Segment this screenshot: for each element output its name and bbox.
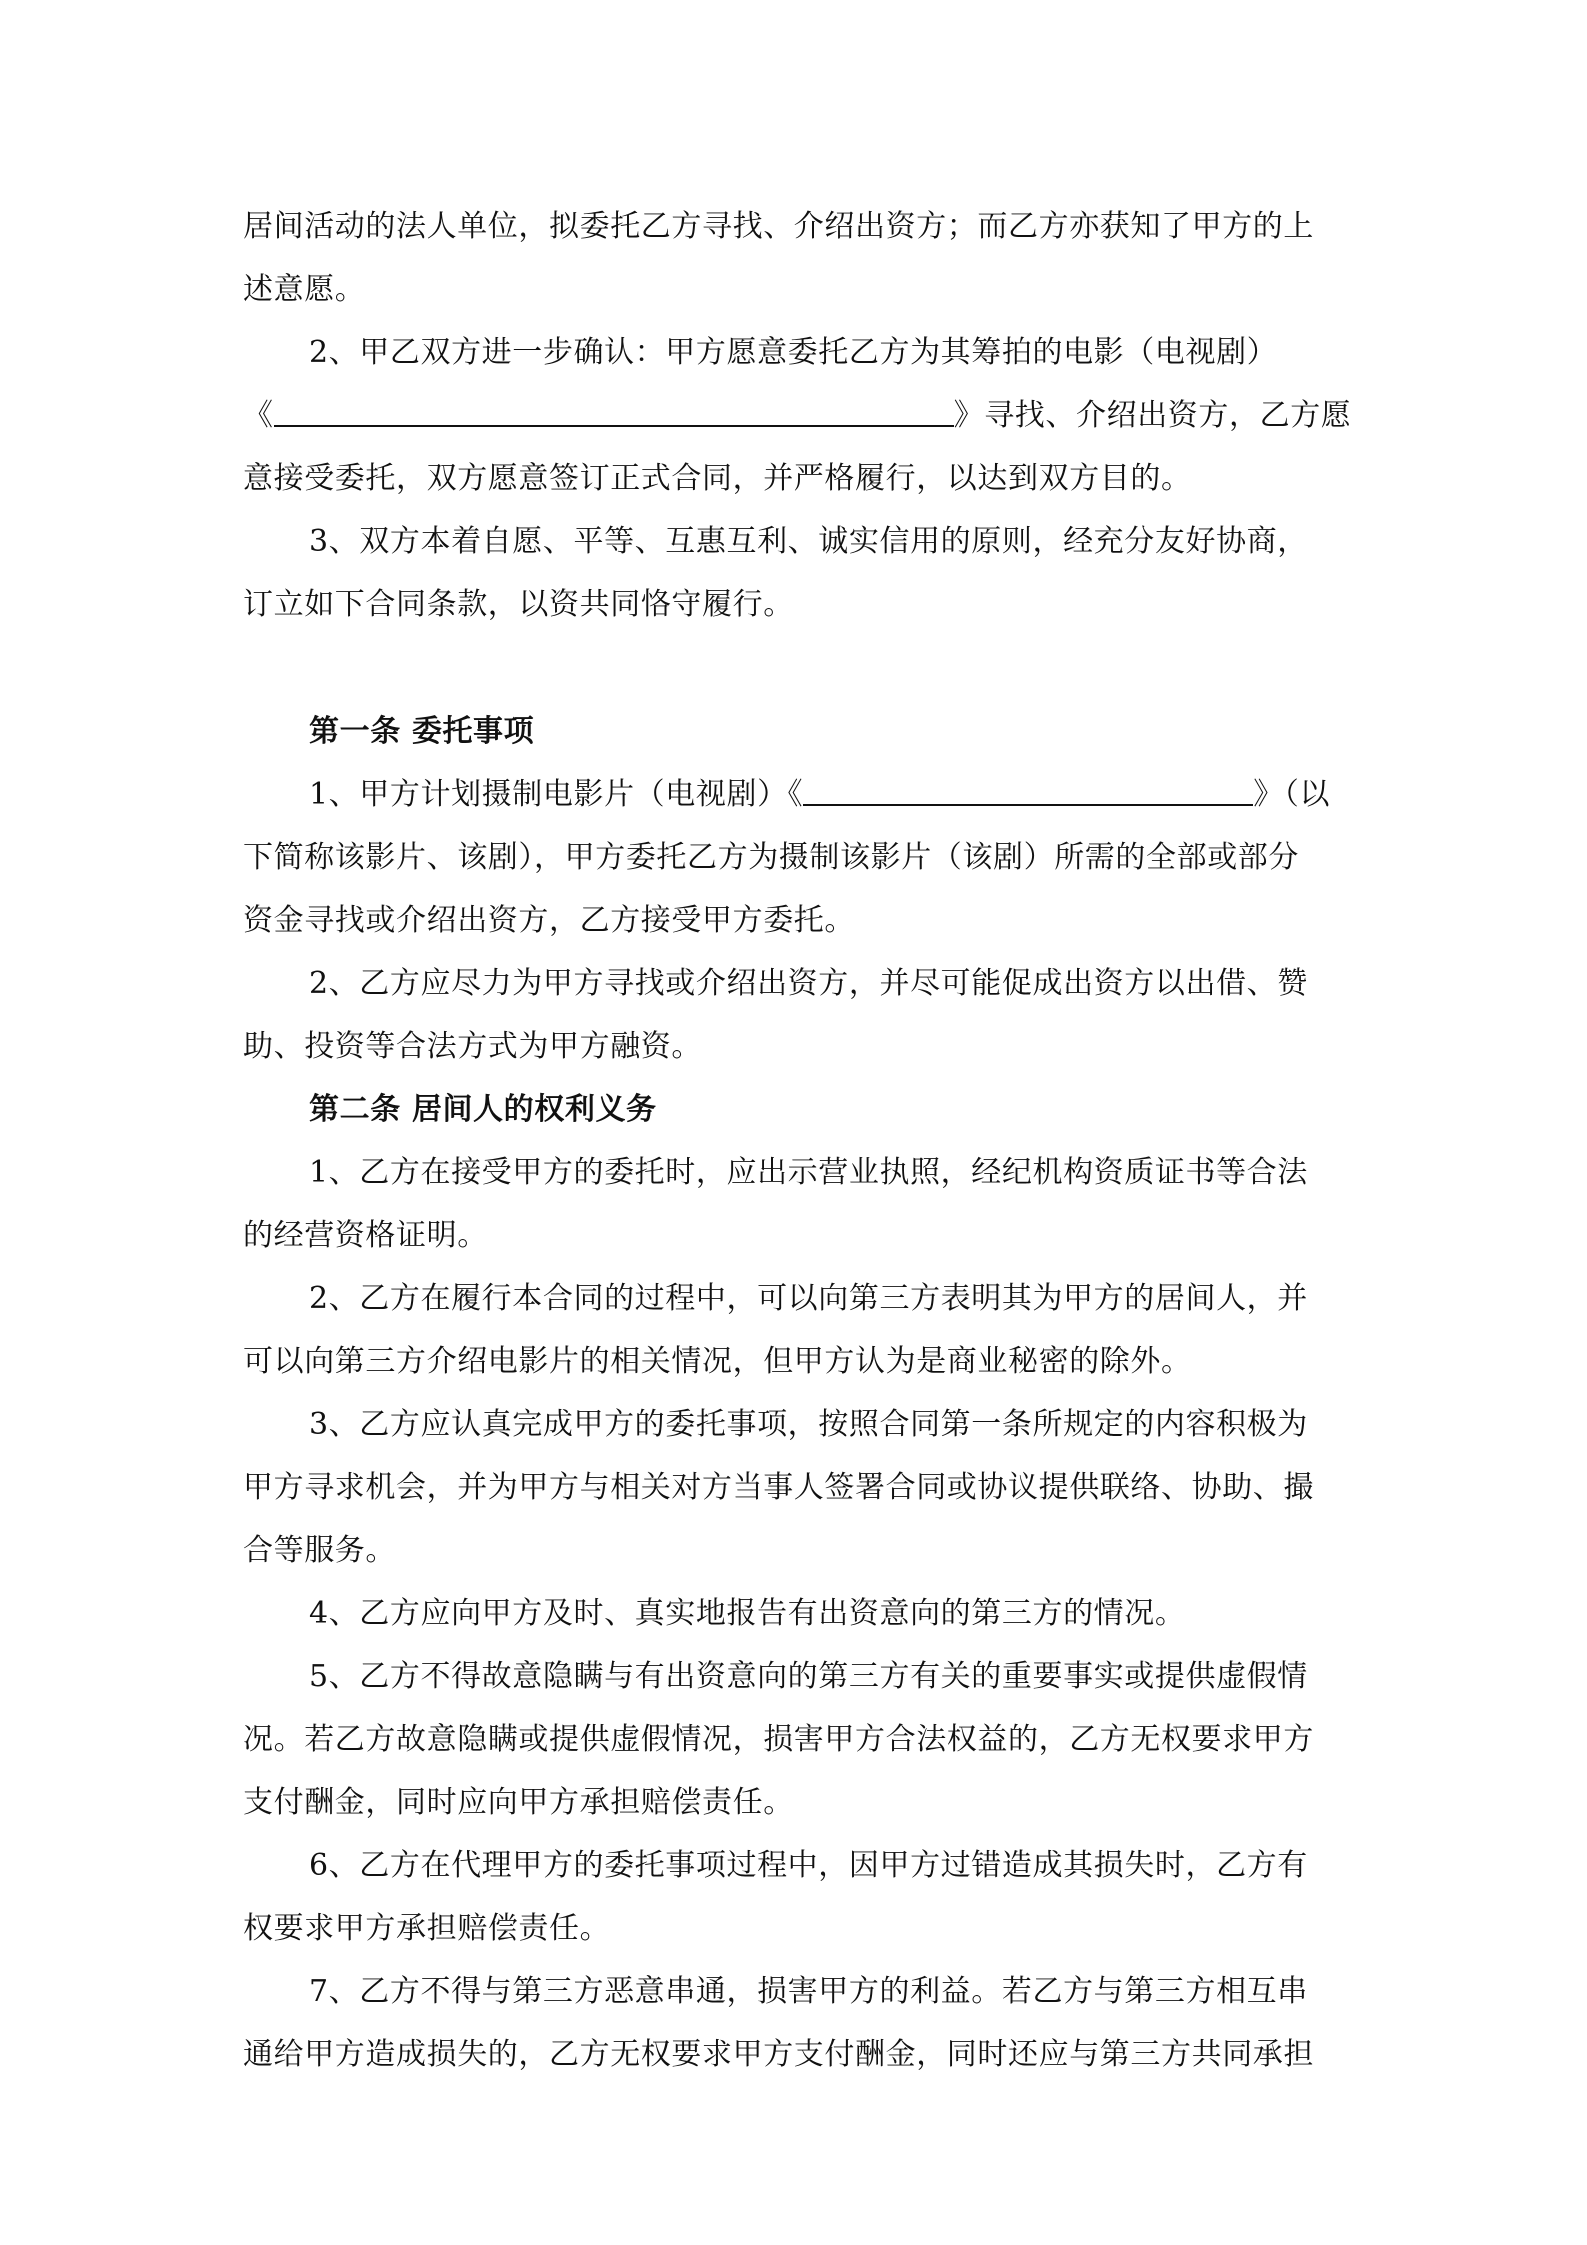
paragraph-2-line: 意接受委托，双方愿意签订正式合同，并严格履行，以达到双方目的。 (243, 461, 1192, 496)
document-body (243, 195, 1355, 2086)
article-2-p4-line: 4、乙方应向甲方及时、真实地报告有出资意向的第三方的情况。 (309, 1596, 1186, 1631)
article-1-p1-suffix: 》（以 (1253, 777, 1331, 812)
article-2-p3-line: 3、乙方应认真完成甲方的委托事项，按照合同第一条所规定的内容积极为 (309, 1407, 1308, 1442)
paragraph-2-line: 2、甲乙双方进一步确认：甲方愿意委托乙方为其筹拍的电影（电视剧） (309, 335, 1278, 370)
article-1-p1-prefix: 1、甲方计划摄制电影片（电视剧）《 (309, 777, 804, 812)
article-1-p1-line: 资金寻找或介绍出资方，乙方接受甲方委托。 (243, 903, 855, 938)
text-line: 述意愿。 (243, 272, 366, 307)
article-2-p2-line: 可以向第三方介绍电影片的相关情况，但甲方认为是商业秘密的除外。 (243, 1344, 1192, 1379)
article-2-heading: 第二条 居间人的权利义务 (309, 1092, 657, 1127)
title-close-text: 》寻找、介绍出资方，乙方愿 (953, 398, 1352, 433)
paragraph-3-line: 3、双方本着自愿、平等、互惠互利、诚实信用的原则，经充分友好协商， (309, 524, 1308, 559)
article-1-p2-line: 2、乙方应尽力为甲方寻找或介绍出资方，并尽可能促成出资方以出借、赞 (309, 966, 1308, 1001)
article-2-p6-line: 权要求甲方承担赔偿责任。 (243, 1911, 611, 1946)
paragraph-2-line-with-blank (243, 384, 1355, 447)
article-2-p5-line: 况。若乙方故意隐瞒或提供虚假情况，损害甲方合法权益的，乙方无权要求甲方 (243, 1722, 1314, 1757)
film-name-blank (803, 774, 1253, 806)
article-1-heading: 第一条 委托事项 (309, 714, 535, 749)
paragraph-3-line: 订立如下合同条款，以资共同恪守履行。 (243, 587, 794, 622)
article-2-p2-line: 2、乙方在履行本合同的过程中，可以向第三方表明其为甲方的居间人，并 (309, 1281, 1308, 1316)
article-2-p3-line: 合等服务。 (243, 1533, 396, 1568)
article-2-p7-line: 通给甲方造成损失的，乙方无权要求甲方支付酬金，同时还应与第三方共同承担 (243, 2037, 1314, 2072)
article-2-p3-line: 甲方寻求机会，并为甲方与相关对方当事人签署合同或协议提供联络、协助、撮 (243, 1470, 1314, 1505)
article-1-p1-line: 下简称该影片、该剧），甲方委托乙方为摄制该影片（该剧）所需的全部或部分 (243, 840, 1299, 875)
article-2-p1-line: 1、乙方在接受甲方的委托时，应出示营业执照，经纪机构资质证书等合法 (309, 1155, 1308, 1190)
text-line: 居间活动的法人单位，拟委托乙方寻找、介绍出资方；而乙方亦获知了甲方的上 (243, 209, 1314, 244)
article-1-p1-line-with-blank (243, 763, 1355, 826)
article-2-p6-line: 6、乙方在代理甲方的委托事项过程中，因甲方过错造成其损失时，乙方有 (309, 1848, 1308, 1883)
article-2-p7-line: 7、乙方不得与第三方恶意串通，损害甲方的利益。若乙方与第三方相互串 (309, 1974, 1308, 2009)
article-1-p2-line: 助、投资等合法方式为甲方融资。 (243, 1029, 702, 1064)
article-2-p1-line: 的经营资格证明。 (243, 1218, 488, 1253)
film-title-blank (274, 395, 954, 427)
section-gap (243, 636, 1355, 700)
article-2-p5-line: 支付酬金，同时应向甲方承担赔偿责任。 (243, 1785, 794, 1820)
title-open-bracket: 《 (243, 398, 274, 433)
article-2-p5-line: 5、乙方不得故意隐瞒与有出资意向的第三方有关的重要事实或提供虚假情 (309, 1659, 1308, 1694)
